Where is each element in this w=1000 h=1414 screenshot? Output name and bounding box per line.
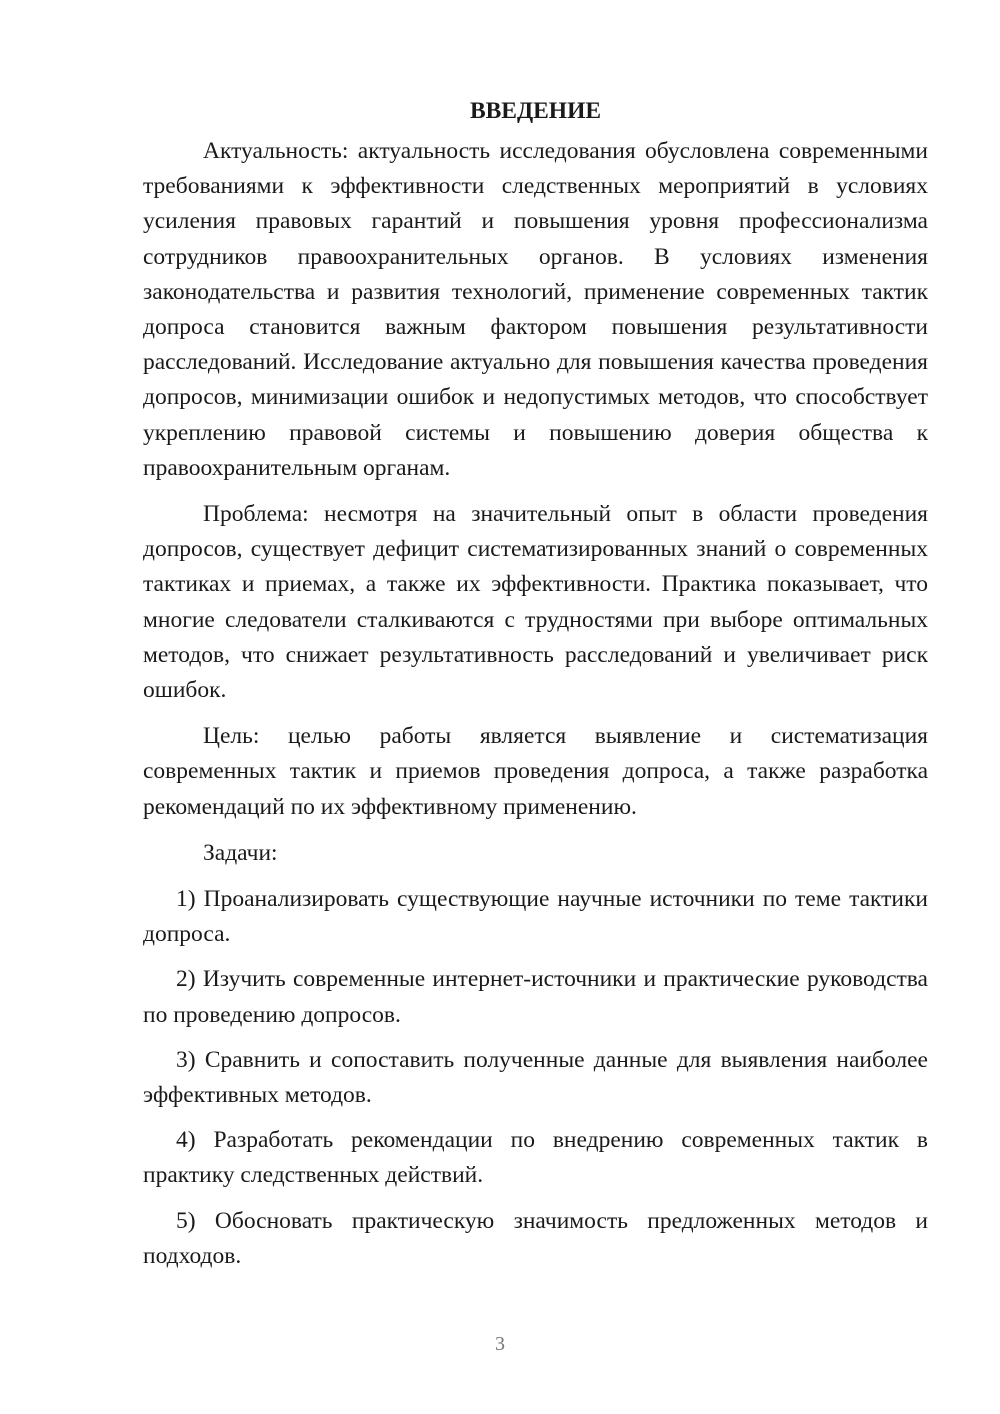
page-number: 3 bbox=[495, 1333, 505, 1355]
task-item: 1) Проанализировать существующие научные источники по теме тактики допроса. bbox=[143, 886, 928, 948]
paragraph-problem: Проблема: несмотря на значительный опыт в области проведения допросов, существует дефицит систематизированных знаний о современных тактиках и приемах, а также их эффективности. Практика показывает, что многие следователи сталкиваются с трудностями при выборе оптимальных методов, что снижает результативность расследований и увеличивает риск ошибок. bbox=[143, 501, 928, 704]
task-item: 2) Изучить современные интернет-источники и практические руководства по проведению допросов. bbox=[143, 966, 928, 1028]
section-heading: ВВЕДЕНИЕ bbox=[469, 98, 602, 124]
page-content bbox=[143, 92, 928, 1284]
task-item: 4) Разработать рекомендации по внедрению современных тактик в практику следственных действий. bbox=[143, 1127, 928, 1189]
task-item: 5) Обосновать практическую значимость предложенных методов и подходов. bbox=[143, 1207, 928, 1269]
task-item: 3) Сравнить и сопоставить полученные данные для выявления наиболее эффективных методов. bbox=[143, 1046, 928, 1109]
tasks-label: Задачи: bbox=[203, 839, 278, 866]
paragraph-relevance: Актуальность: актуальность исследования обусловлена современными требованиями к эффективности следственных мероприятий в условиях усиления правовых гарантий и повышения уровня профессионализма сотрудников правоохранительных органов. В условиях изменения законодательства и развития технологий, применение современных тактик допроса становится важным фактором повышения результативности расследований. Исследование актуально для повышения качества проведения допросов, минимизации ошибок и недопустимых методов, что способствует укреплению правовой системы и повышению доверия общества к правоохранительным органам. bbox=[143, 138, 928, 481]
paragraph-goal: Цель: целью работы является выявление и систематизация современных тактик и приемов проведения допроса, а также разработка рекомендаций по их эффективному применению. bbox=[143, 723, 928, 820]
